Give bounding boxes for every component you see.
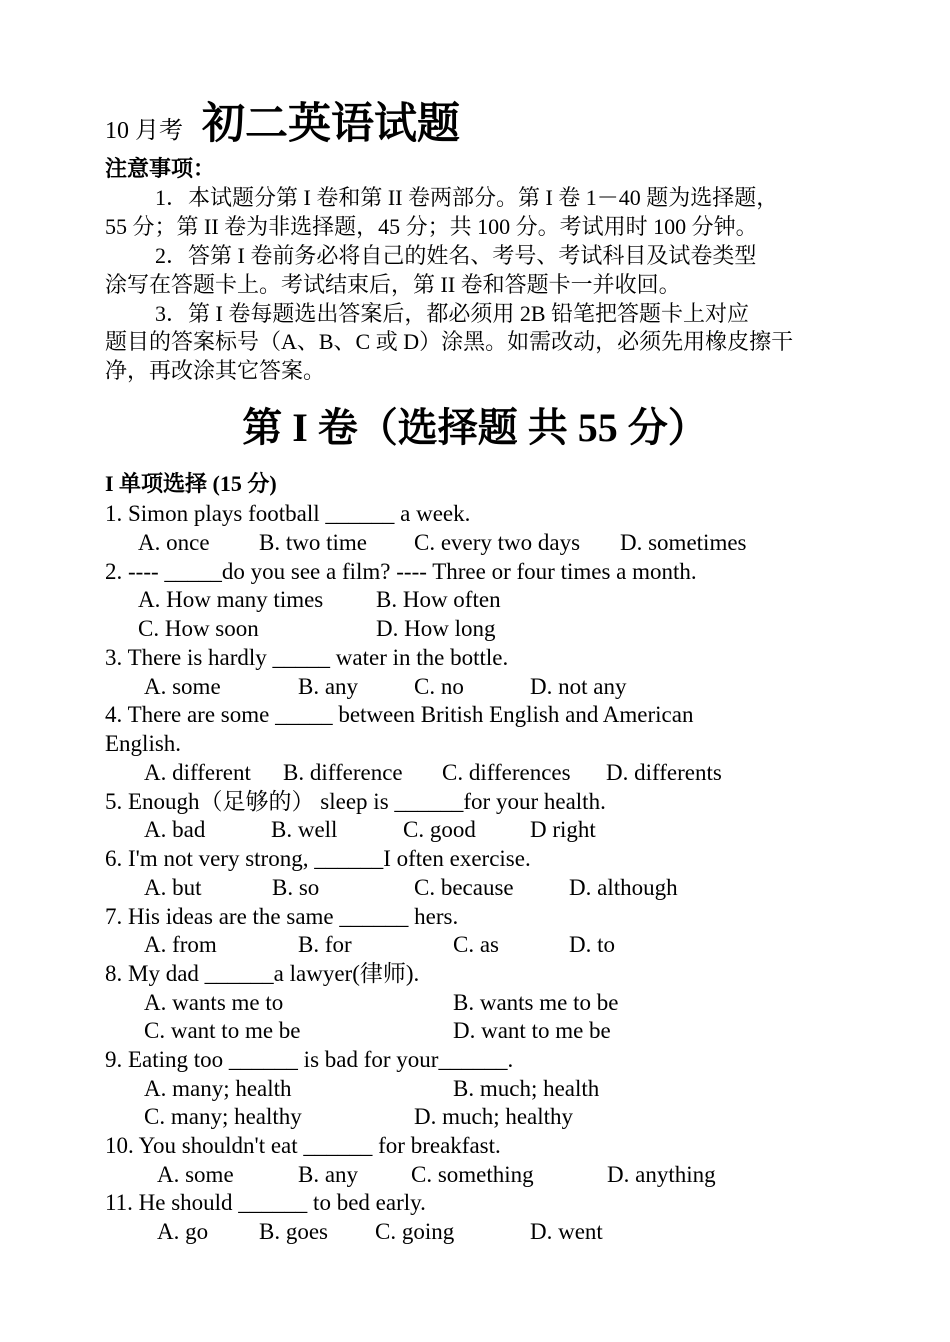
option: C. How soon: [138, 616, 259, 641]
option: D. to: [569, 932, 615, 957]
question-stem: 8. My dad ______a lawyer(律师).: [105, 961, 420, 986]
option: A. bad: [144, 817, 206, 842]
option: D. How long: [376, 616, 496, 641]
note-line: 3．第 I 卷每题选出答案后，都必须用 2B 铅笔把答题卡上对应: [155, 301, 750, 326]
option: B. wants me to be: [453, 990, 619, 1015]
option: A. many; health: [144, 1076, 292, 1101]
question-stem: 10. You shouldn't eat ______ for breakfast.: [105, 1133, 501, 1158]
option: D. not any: [530, 674, 627, 699]
question-stem-continued: English.: [105, 731, 182, 756]
option: C. something: [411, 1162, 534, 1187]
question-stem: 3. There is hardly _____ water in the bottle.: [105, 645, 509, 670]
notes-heading: 注意事项：: [105, 157, 216, 182]
option: A. wants me to: [144, 990, 284, 1015]
option: B. goes: [259, 1219, 328, 1244]
option: C. because: [414, 875, 514, 900]
option: D. anything: [607, 1162, 716, 1187]
option: D. want to me be: [453, 1018, 611, 1043]
note-line: 净，再改涂其它答案。: [105, 358, 326, 383]
option: B. so: [272, 875, 320, 900]
option: D right: [530, 817, 596, 842]
option: A. from: [144, 932, 217, 957]
option: C. differences: [442, 760, 571, 785]
option: B. any: [298, 674, 359, 699]
option: B. difference: [283, 760, 403, 785]
question-stem: 11. He should ______ to bed early.: [105, 1190, 426, 1215]
option: B. How often: [376, 587, 501, 612]
note-line: 题目的答案标号（A、B、C 或 D）涂黑。如需改动，必须先用橡皮擦干: [105, 329, 794, 354]
option: D. sometimes: [620, 530, 747, 555]
question-stem: 5. Enough（足够的） sleep is ______for your health.: [105, 789, 606, 814]
note-line: 2．答第 I 卷前务必将自己的姓名、考号、考试科目及试卷类型: [155, 243, 757, 268]
note-line: 55 分；第 II 卷为非选择题，45 分；共 100 分。考试用时 100 分钟。: [105, 214, 758, 239]
option: C. as: [453, 932, 499, 957]
option: C. want to me be: [144, 1018, 301, 1043]
question-stem: 4. There are some _____ between British English and American: [105, 702, 694, 727]
option: C. good: [403, 817, 476, 842]
option: C. every two days: [414, 530, 581, 555]
option: D. although: [569, 875, 678, 900]
option: A. How many times: [138, 587, 324, 612]
part-heading: I 单项选择 (15 分): [105, 471, 277, 496]
option: B. two time: [259, 530, 367, 555]
note-line: 1．本试题分第 I 卷和第 II 卷两部分。第 I 卷 1－40 题为选择题，: [155, 185, 779, 210]
option: C. many; healthy: [144, 1104, 302, 1129]
option: A. different: [144, 760, 251, 785]
option: B. well: [271, 817, 338, 842]
option: C. going: [375, 1219, 455, 1244]
question-stem: 9. Eating too ______ is bad for your______.: [105, 1047, 514, 1072]
page-title: 初二英语试题: [202, 99, 460, 149]
option: C. no: [414, 674, 464, 699]
option: A. some: [157, 1162, 234, 1187]
option: A. some: [144, 674, 221, 699]
question-stem: 1. Simon plays football ______ a week.: [105, 501, 471, 526]
option: A. but: [144, 875, 202, 900]
option: D. much; healthy: [414, 1104, 574, 1129]
title-prefix: 10 月考: [105, 118, 183, 144]
option: A. go: [157, 1219, 209, 1244]
note-line: 涂写在答题卡上。考试结束后，第 II 卷和答题卡一并收回。: [105, 272, 681, 297]
section-title: 第 I 卷（选择题 共 55 分）: [242, 405, 708, 450]
option: D. went: [530, 1219, 603, 1244]
question-stem: 2. ---- _____do you see a film? ---- Three or four times a month.: [105, 559, 697, 584]
question-stem: 7. His ideas are the same ______ hers.: [105, 904, 459, 929]
question-stem: 6. I'm not very strong, ______I often exercise.: [105, 846, 531, 871]
option: B. much; health: [453, 1076, 600, 1101]
option: B. any: [298, 1162, 359, 1187]
option: A. once: [138, 530, 210, 555]
option: D. differents: [606, 760, 722, 785]
option: B. for: [298, 932, 352, 957]
